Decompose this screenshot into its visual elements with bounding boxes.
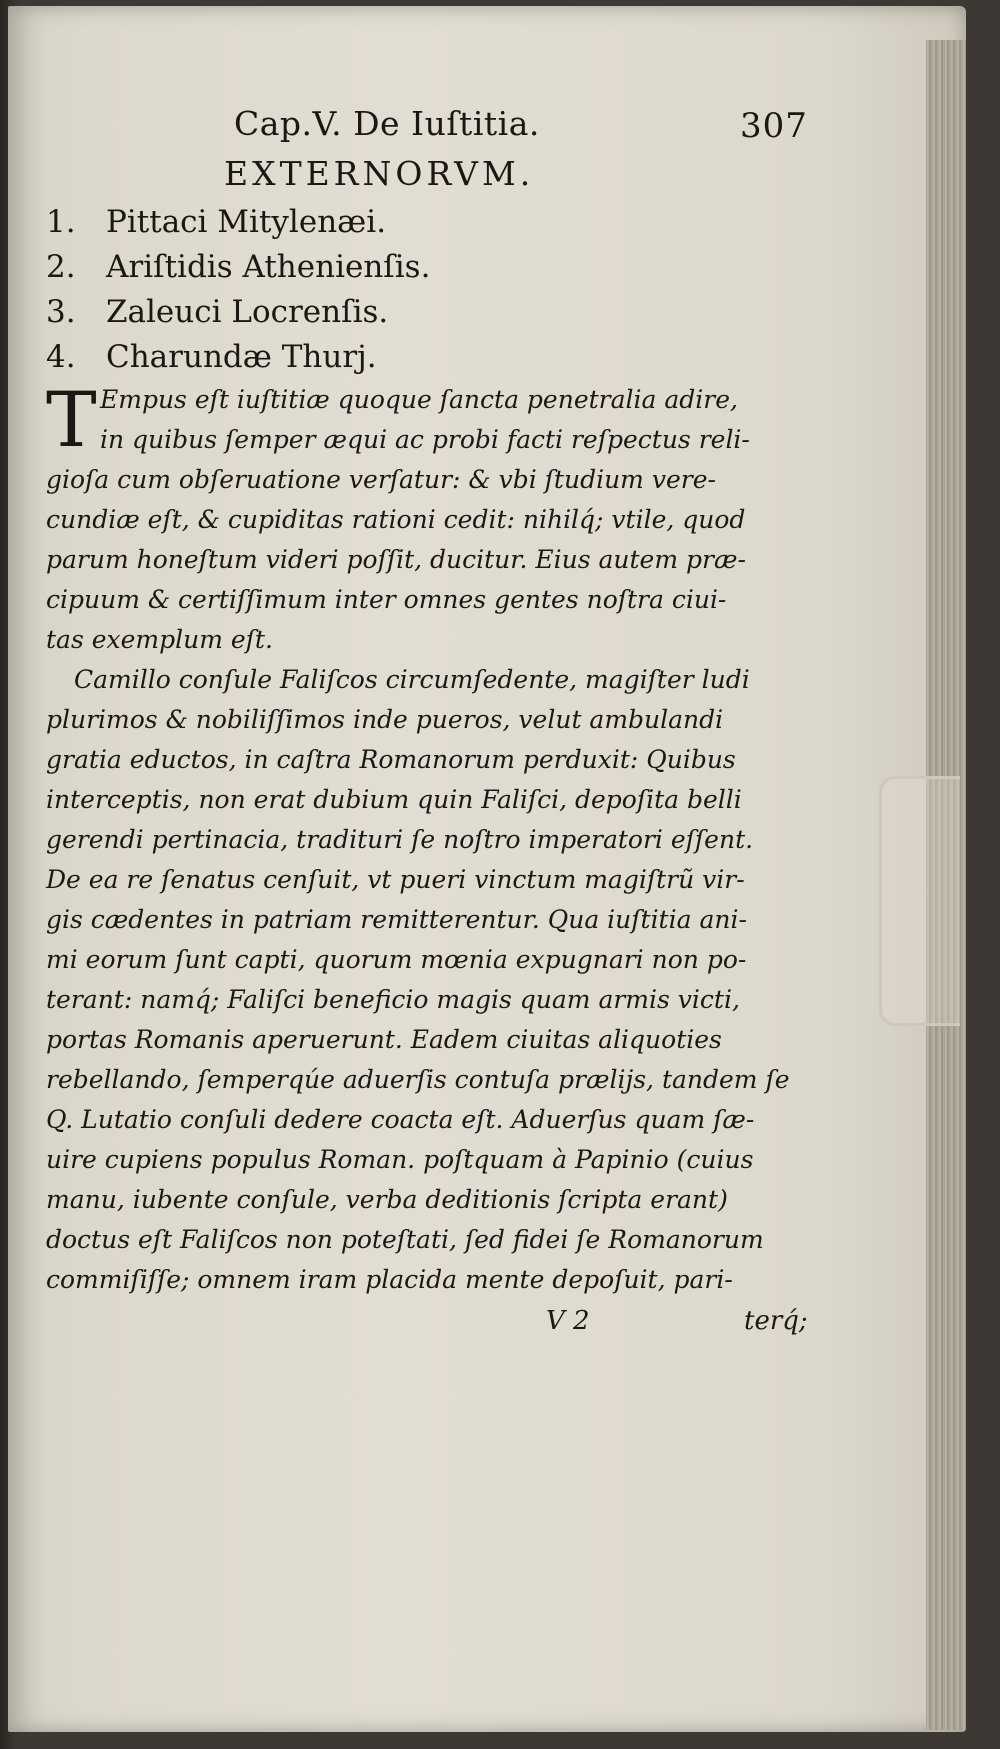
contents-list (46, 200, 846, 380)
text-line: manu, iubente conſule, verba deditionis ſcripta erant) (46, 1185, 728, 1214)
text-line: Camillo conſule Faliſcos circumſedente, magiſter ludi (74, 665, 750, 694)
item-label: Zaleuci Locrenſis. (106, 294, 389, 330)
text-line: Q. Lutatio conſuli dedere coacta eſt. Aduerſus quam ſæ- (46, 1105, 755, 1134)
contents-item (46, 335, 846, 380)
drop-cap: T (46, 375, 97, 464)
text-line: interceptis, non erat dubium quin Faliſci, depoſita belli (46, 785, 742, 814)
contents-item (46, 245, 846, 290)
running-head (46, 104, 846, 154)
text-line: De ea re ſenatus cenſuit, vt pueri vinctum magiſtrũ vir- (46, 865, 745, 894)
item-label: Pittaci Mitylenæi. (106, 204, 387, 240)
text-line: uire cupiens populus Roman. poſtquam à Papinio (cuius (46, 1145, 754, 1174)
page-footer (46, 1300, 846, 1346)
line-text: Empus eſt iuſtitiæ quoque ſancta penetralia adire, (100, 385, 738, 414)
item-label: Ariſtidis Athenienſis. (106, 249, 431, 285)
text-line: gis cædentes in patriam remitterentur. Qua iuſtitia ani- (46, 905, 747, 934)
item-number: 4. (46, 339, 76, 375)
text-line: in quibus ſemper æqui ac probi facti reſpectus reli- (100, 425, 750, 454)
item-number: 3. (46, 294, 76, 330)
text-line: rebellando, ſemperqúe aduerſis contuſa prælijs, tandem ſe (46, 1065, 790, 1094)
section-title: EXTERNORVM. (224, 154, 535, 193)
item-number: 2. (46, 249, 76, 285)
text-line: terant: namq́; Faliſci beneficio magis quam armis victi, (46, 985, 740, 1014)
contents-item (46, 290, 846, 335)
signature-mark: V 2 (546, 1306, 590, 1336)
item-number: 1. (46, 204, 76, 240)
text-line: tas exemplum eſt. (46, 625, 273, 654)
body-text (46, 375, 846, 1300)
header-title: Cap.V. De Iuſtitia. (234, 104, 540, 143)
text-line: doctus eſt Faliſcos non poteſtati, ſed fidei ſe Romanorum (46, 1225, 764, 1254)
text-line: commiſiſſe; omnem iram placida mente depoſuit, pari- (46, 1265, 733, 1294)
text-line: cundiæ eſt, & cupiditas rationi cedit: nihilq́; vtile, quod (46, 505, 746, 534)
text-line: plurimos & nobiliſſimos inde pueros, velut ambulandi (46, 705, 724, 734)
text-line: parum honeſtum videri poſſit, ducitur. Eius autem præ- (46, 545, 746, 574)
text-line: mi eorum ſunt capti, quorum mœnia expugnari non po- (46, 945, 747, 974)
text-line: gioſa cum obſeruatione verſatur: & vbi ſtudium vere- (46, 465, 716, 494)
text-line: portas Romanis aperuerunt. Eadem ciuitas aliquoties (46, 1025, 722, 1054)
catchword: terq́; (744, 1306, 808, 1336)
page-number: 307 (740, 106, 808, 146)
text-line: gerendi pertinacia, tradituri ſe noſtro imperatori eſſent. (46, 825, 754, 854)
contents-item (46, 200, 846, 245)
page-text (46, 104, 846, 1346)
text-line: gratia eductos, in caſtra Romanorum perduxit: Quibus (46, 745, 736, 774)
item-label: Charundæ Thurj. (106, 339, 377, 375)
text-line: cipuum & certiſſimum inter omnes gentes noſtra ciui- (46, 585, 727, 614)
paper-clip-mark (879, 776, 960, 1026)
